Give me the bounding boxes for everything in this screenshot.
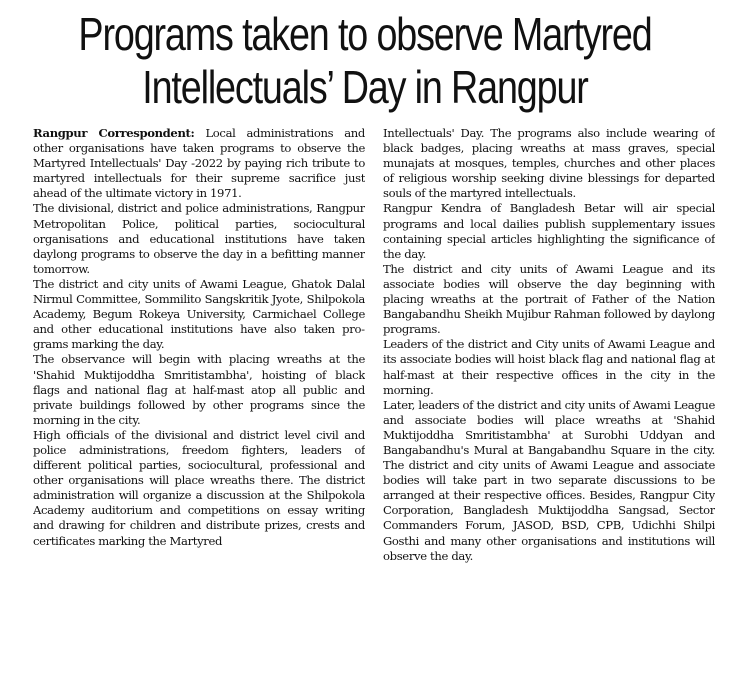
article-paragraph: Intellectuals' Day. The programs also include wearing of black badges, placing wreaths at mass graves, special munajats at mosques, temples, churches and other places of religious worship seeking divine blessings for departed souls of the martyred intellectuals. bbox=[383, 126, 715, 201]
article-paragraph: Rangpur Kendra of Bangladesh Betar will air special programs and local dailies publish supplementary issues containing special articles highlighting the significance of the day. bbox=[383, 201, 715, 261]
headline bbox=[66, 8, 665, 114]
paragraph-text: Local administrations and other organisations have taken programs to observe the Martyred Intellectuals' Day -2022 by paying rich tribute to martyred intellectuals for their supreme sacrifice just ahead of the ultimate victory in 1971. bbox=[33, 126, 365, 201]
article-paragraph: High officials of the divisional and district level civil and police administrations, freedom fighters, leaders of different political parties, sociocultural, professional and other organisations will place wreaths there. The district administration will organize a discussion at the Shilpokola Academy auditorium and competitions on essay writing and drawing for children and distribute prizes, crests and certificates marking the Martyred bbox=[33, 427, 365, 548]
article-column-1 bbox=[33, 126, 365, 692]
article-paragraph: Later, leaders of the district and city units of Awami League and associate bodies will place wreaths at 'Shahid Muktijoddha Smritistambha' at Surobhi Uddyan and Bangabandhu's Mural at Bangabandhu Square in the city. The district and city units of Awami League and associate bodies will take part in two separate discussions to be arranged at their respective offices. Besides, Rangpur City Corporation, Bangladesh Muktijoddha Sangsad, Sector Commanders Forum, JASOD, BSD, CPB, Udichhi Shilpi Gosthi and many other organisations and institutions will observe the day. bbox=[383, 397, 715, 563]
article-paragraph: The district and city units of Awami League and its associate bodies will observe the day beginning with placing wreaths at the portrait of Father of the Nation Bangabandhu Sheikh Mujibur Rahman followed by daylong programs. bbox=[383, 261, 715, 337]
headline-line-1: Programs taken to observe Martyred bbox=[78, 8, 652, 60]
article-paragraph: The district and city units of Awami League, Ghatok Dalal Nirmul Committee, Sommilito Sangskritik Jyote, Shilpokola Academy, Begum Rokeya University, Carmichael College and other educational institutions have also taken programs marking the day. bbox=[33, 276, 365, 352]
headline-line-2: Intellectuals’ Day in Rangpur bbox=[142, 61, 588, 113]
article-paragraph: The divisional, district and police administrations, Rangpur Metropolitan Police, political parties, sociocultural organisations and educational institutions have taken daylong programs to observe the day in a befitting manner tomorrow. bbox=[33, 201, 365, 276]
article-paragraph: Leaders of the district and City units of Awami League and its associate bodies will hoist black flag and national flag at half-mast at their respective offices in the city in the morning. bbox=[383, 337, 715, 397]
byline: Rangpur Correspondent: bbox=[33, 126, 195, 140]
article-column-2 bbox=[383, 126, 715, 692]
article-paragraph: The observance will begin with placing wreaths at the 'Shahid Muktijoddha Smritistambha', hoisting of black flags and national flag at half-mast atop all public and private buildings followed by other programs since the morning in the city. bbox=[33, 352, 365, 427]
article-paragraph bbox=[33, 126, 365, 201]
article-body bbox=[33, 126, 715, 692]
